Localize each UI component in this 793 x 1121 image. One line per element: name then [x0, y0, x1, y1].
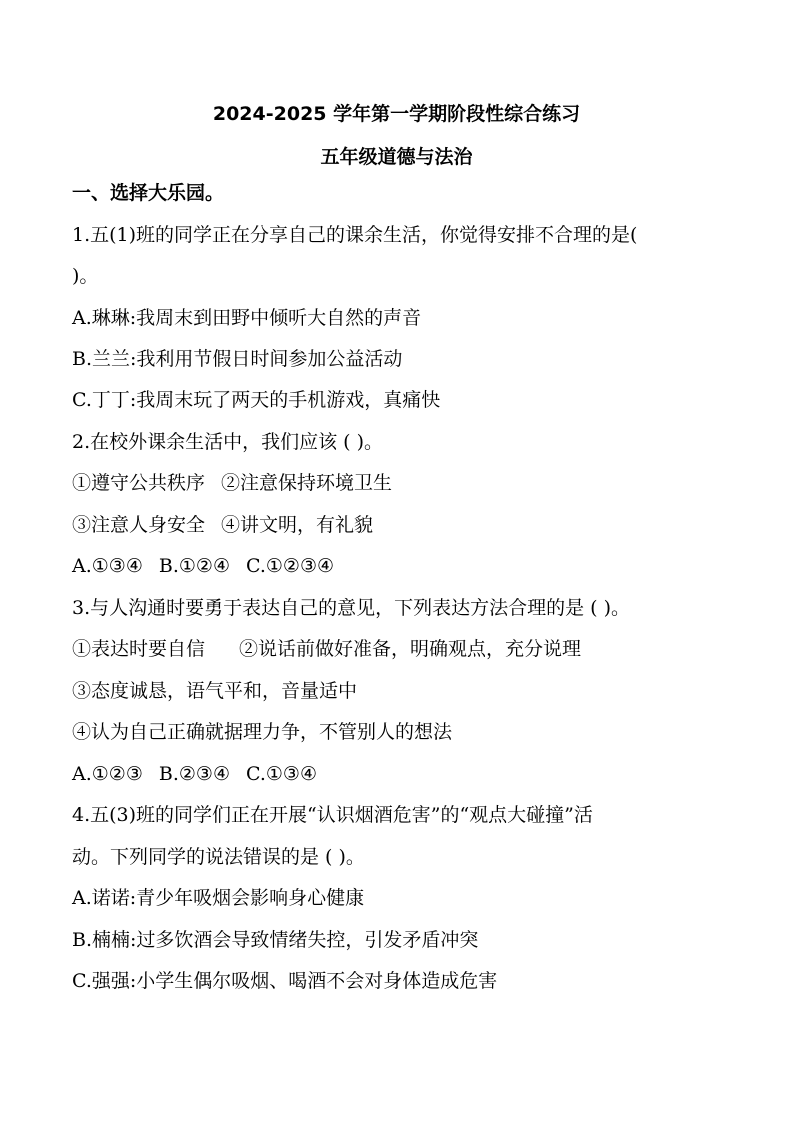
question-2-choice-a: A.①③④: [72, 555, 143, 577]
question-3-answer-choices: [72, 762, 317, 786]
question-1-stem-continued: )。: [72, 265, 99, 287]
question-2-stem: 2.在校外课余生活中，我们应该 ( )。: [72, 431, 384, 453]
question-4-stem-continued: 动。下列同学的说法错误的是 ( )。: [72, 846, 365, 868]
question-4-option-a: A.诺诺:青少年吸烟会影响身心健康: [72, 887, 365, 909]
document-title: 2024-2025 学年第一学期阶段性综合练习: [212, 103, 581, 125]
question-3-statement-4: ④认为自己正确就据理力争，不管别人的想法: [72, 721, 453, 743]
question-2-statement-4: ④讲文明，有礼貌: [221, 514, 374, 536]
section-heading: 一、选择大乐园。: [72, 182, 225, 204]
question-2-choice-c: C.①②③④: [245, 555, 335, 577]
question-1-stem: 1.五(1)班的同学正在分享自己的课余生活，你觉得安排不合理的是(: [72, 224, 638, 246]
question-1-option-a: A.琳琳:我周末到田野中倾听大自然的声音: [72, 307, 422, 329]
question-2-answer-choices: [72, 554, 334, 578]
question-3-statements-row-1: [72, 637, 581, 661]
question-1-option-c: C.丁丁:我周末玩了两天的手机游戏，真痛快: [72, 389, 441, 411]
question-3-statement-1: ①表达时要自信: [72, 638, 206, 660]
question-2-choice-b: B.①②④: [158, 555, 230, 577]
question-2-statements-row-2: [72, 513, 373, 537]
question-2-statement-3: ③注意人身安全: [72, 514, 206, 536]
question-3-statement-2: ②说话前做好准备，明确观点，充分说理: [239, 638, 582, 660]
question-2-statement-1: ①遵守公共秩序: [72, 472, 206, 494]
document-subtitle: 五年级道德与法治: [320, 146, 473, 168]
question-3-statement-3: ③态度诚恳，语气平和，音量适中: [72, 680, 358, 702]
question-4-option-c: C.强强:小学生偶尔吸烟、喝酒不会对身体造成危害: [72, 970, 498, 992]
question-3-stem: 3.与人沟通时要勇于表达自己的意见，下列表达方法合理的是 ( )。: [72, 597, 631, 619]
question-1-option-b: B.兰兰:我利用节假日时间参加公益活动: [72, 348, 403, 370]
question-2-statement-2: ②注意保持环境卫生: [221, 472, 393, 494]
question-3-choice-c: C.①③④: [245, 763, 317, 785]
question-3-choice-a: A.①②③: [72, 763, 143, 785]
question-2-statements-row-1: [72, 471, 392, 495]
question-3-choice-b: B.②③④: [158, 763, 230, 785]
question-4-option-b: B.楠楠:过多饮酒会导致情绪失控，引发矛盾冲突: [72, 929, 479, 951]
question-4-stem: 4.五(3)班的同学们正在开展“认识烟酒危害”的“观点大碰撞”活: [72, 804, 593, 826]
